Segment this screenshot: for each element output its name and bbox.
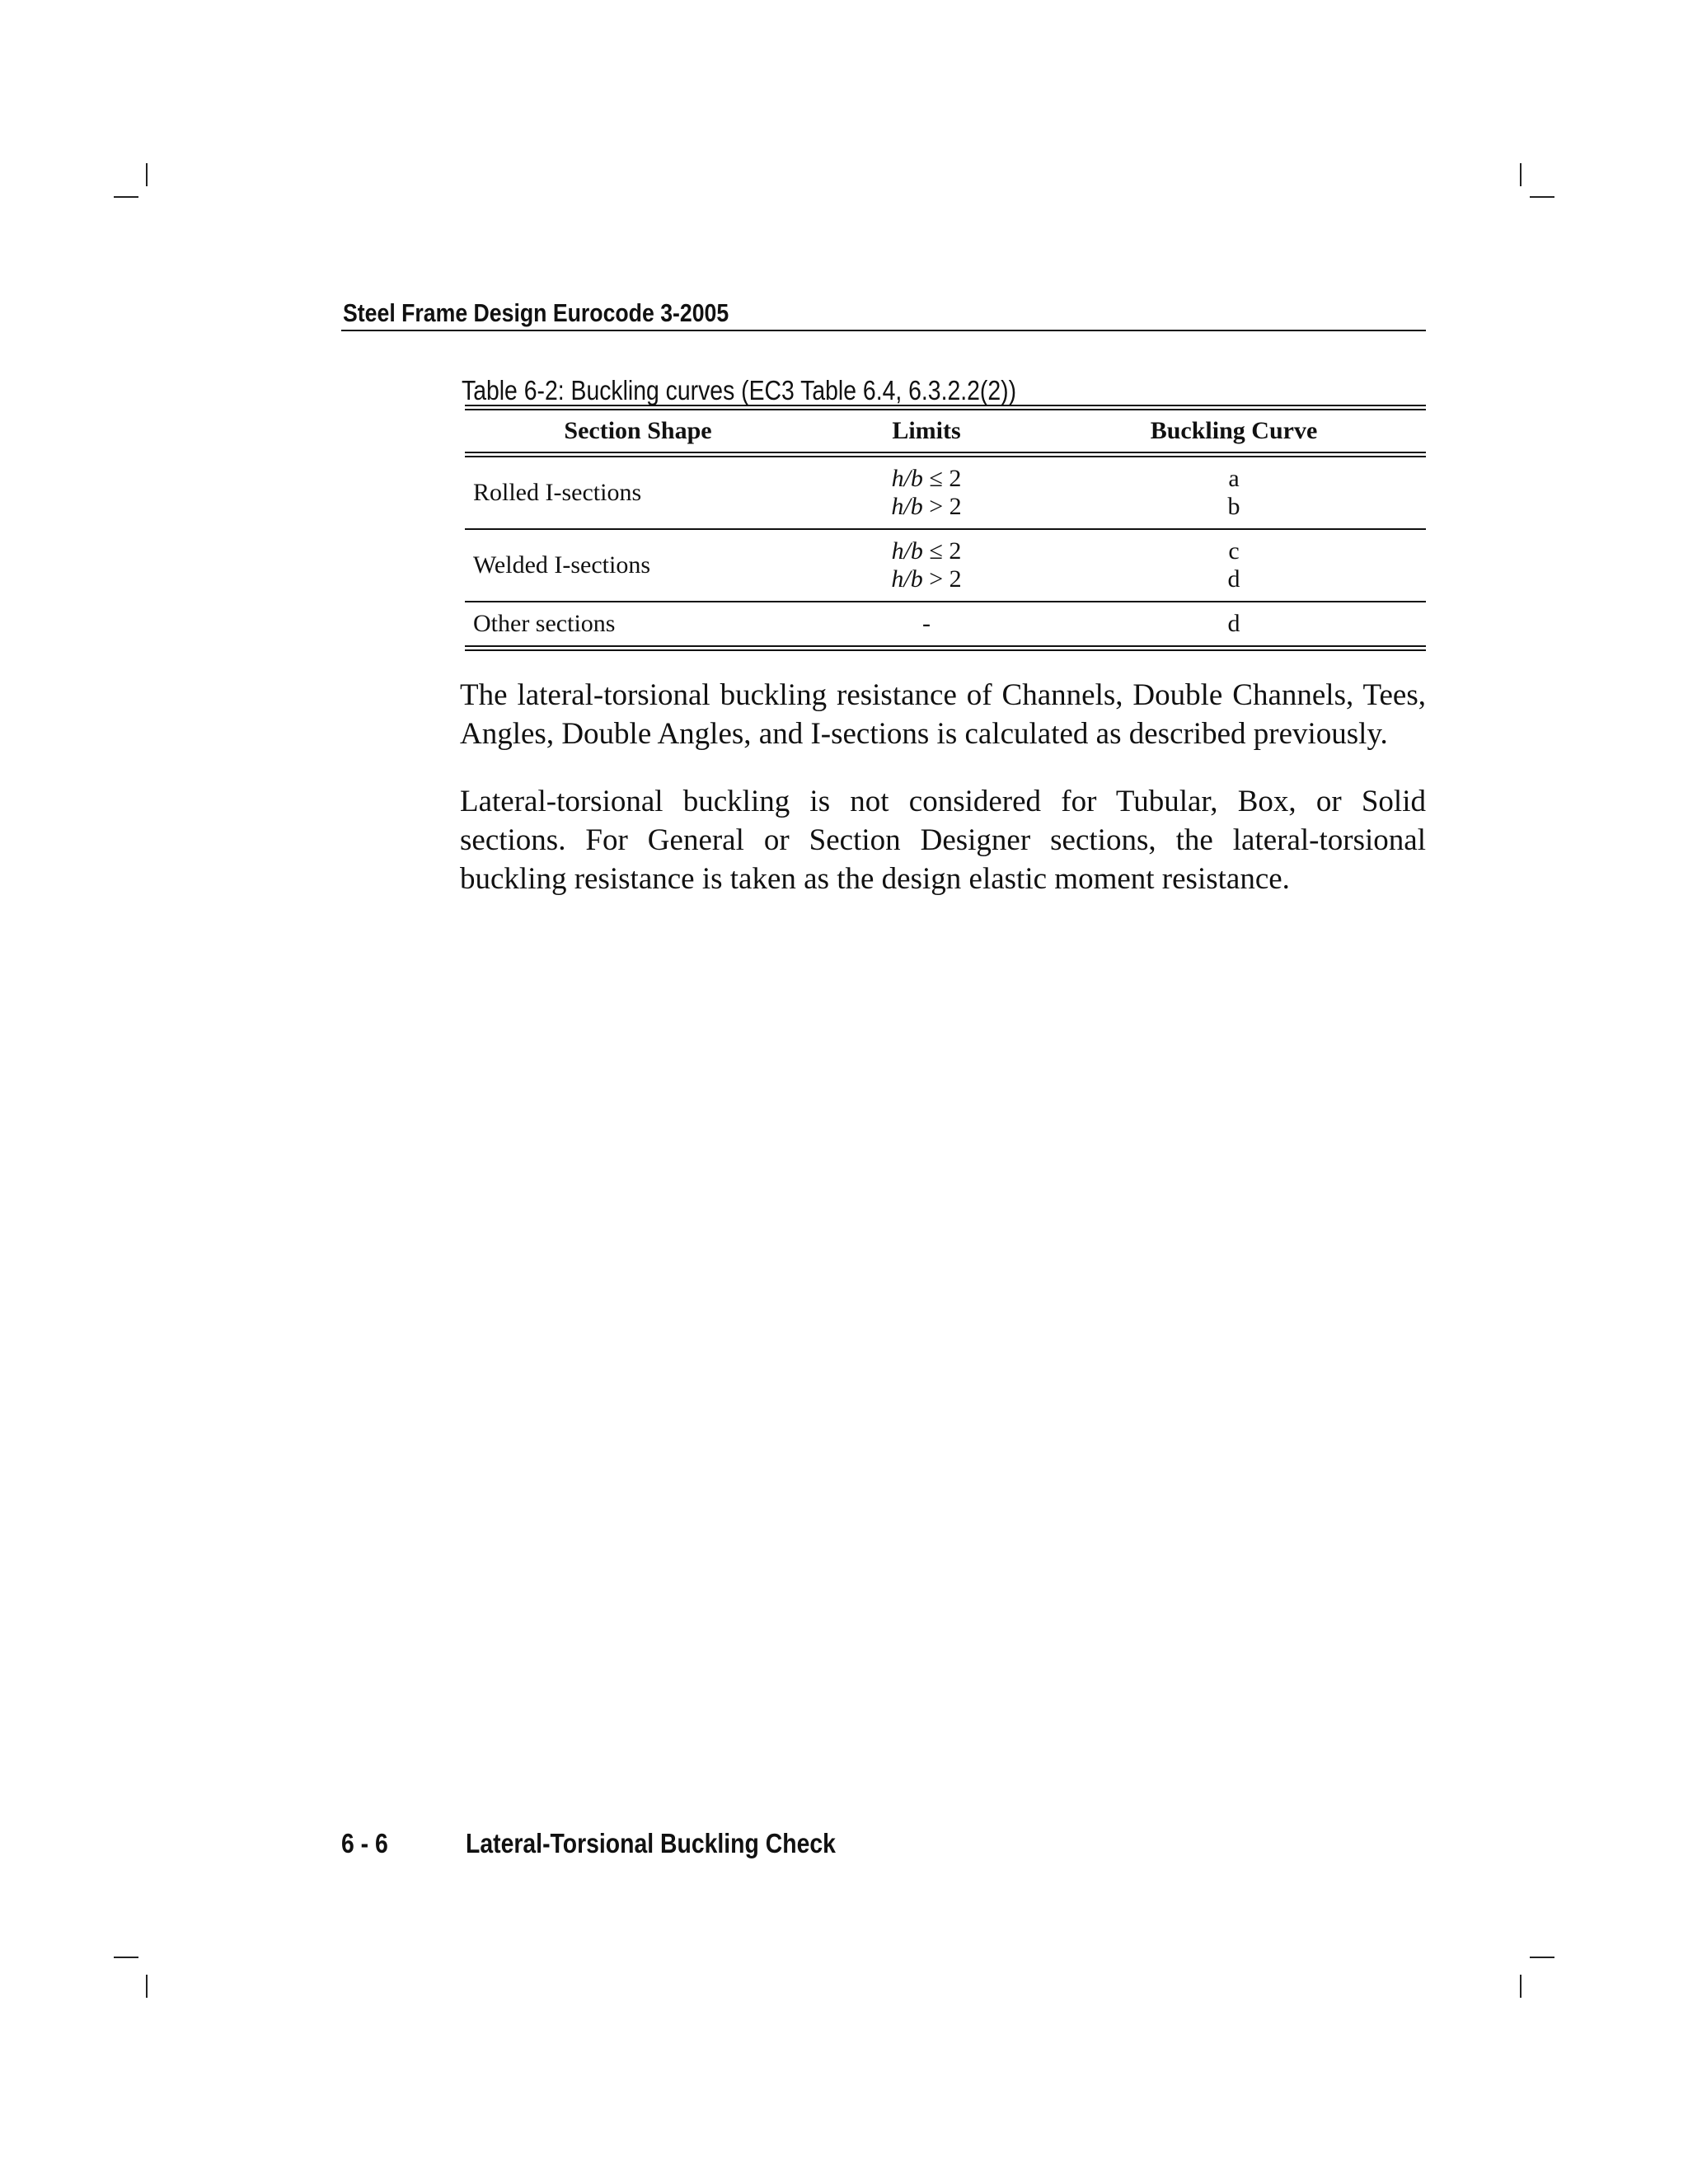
table-top-rule bbox=[465, 405, 1426, 410]
limit-line: h/b > 2 bbox=[891, 493, 962, 520]
header-section-shape: Section Shape bbox=[564, 417, 712, 444]
cell-buckling-curve: d bbox=[1227, 610, 1240, 637]
cell-section-shape: Welded I-sections bbox=[473, 551, 651, 579]
header-limits: Limits bbox=[892, 417, 961, 444]
body-paragraph: Lateral-torsional buckling is not considered for Tubular, Box, or Solid sections. For General or Section Designer sections, the lateral-torsional buckling resistance is taken as the design elastic moment resistance. bbox=[460, 785, 1426, 896]
table-bottom-rule bbox=[465, 645, 1426, 651]
table-caption: Table 6-2: Buckling curves (EC3 Table 6.4, 6.3.2.2(2)) bbox=[462, 375, 1017, 405]
cell-limits bbox=[811, 530, 1042, 601]
crop-mark-top-left-h bbox=[114, 196, 138, 198]
table-row bbox=[465, 530, 1426, 601]
crop-mark-bottom-right-v bbox=[1520, 1975, 1522, 1998]
cell-section-shape: Other sections bbox=[473, 610, 616, 637]
crop-mark-top-right-h bbox=[1530, 196, 1554, 198]
table-row bbox=[465, 602, 1426, 645]
curve-value: a bbox=[1228, 465, 1240, 492]
curve-value: c bbox=[1228, 537, 1240, 565]
footer-page-number: 6 - 6 bbox=[341, 1828, 388, 1858]
crop-mark-top-left-v bbox=[146, 163, 148, 186]
buckling-curves-table bbox=[465, 405, 1426, 651]
crop-mark-top-right-v bbox=[1520, 163, 1522, 186]
body-paragraph: The lateral-torsional buckling resistance of Channels, Double Channels, Tees, Angles, Double Angles, and I-sections is calculated as described previously. bbox=[460, 678, 1426, 751]
cell-buckling-curve bbox=[1042, 457, 1426, 528]
running-header-title: Steel Frame Design Eurocode 3-2005 bbox=[343, 298, 729, 327]
limit-line: h/b ≤ 2 bbox=[891, 465, 962, 492]
curve-value: d bbox=[1227, 565, 1240, 593]
footer-section-title: Lateral-Torsional Buckling Check bbox=[466, 1828, 836, 1858]
limit-line: h/b > 2 bbox=[891, 565, 962, 593]
cell-buckling-curve bbox=[1042, 530, 1426, 601]
crop-mark-bottom-left-v bbox=[146, 1975, 148, 1998]
crop-mark-bottom-left-h bbox=[114, 1957, 138, 1958]
crop-mark-bottom-right-h bbox=[1530, 1957, 1554, 1958]
table-header-rule bbox=[465, 452, 1426, 457]
cell-limits bbox=[811, 457, 1042, 528]
curve-value: b bbox=[1227, 493, 1240, 520]
limit-line: h/b ≤ 2 bbox=[891, 537, 962, 565]
cell-section-shape: Rolled I-sections bbox=[473, 479, 642, 506]
cell-limits: - bbox=[922, 610, 931, 637]
running-header bbox=[341, 297, 1426, 331]
table-row bbox=[465, 457, 1426, 528]
header-buckling-curve: Buckling Curve bbox=[1150, 417, 1318, 444]
table-header-row bbox=[465, 410, 1426, 452]
